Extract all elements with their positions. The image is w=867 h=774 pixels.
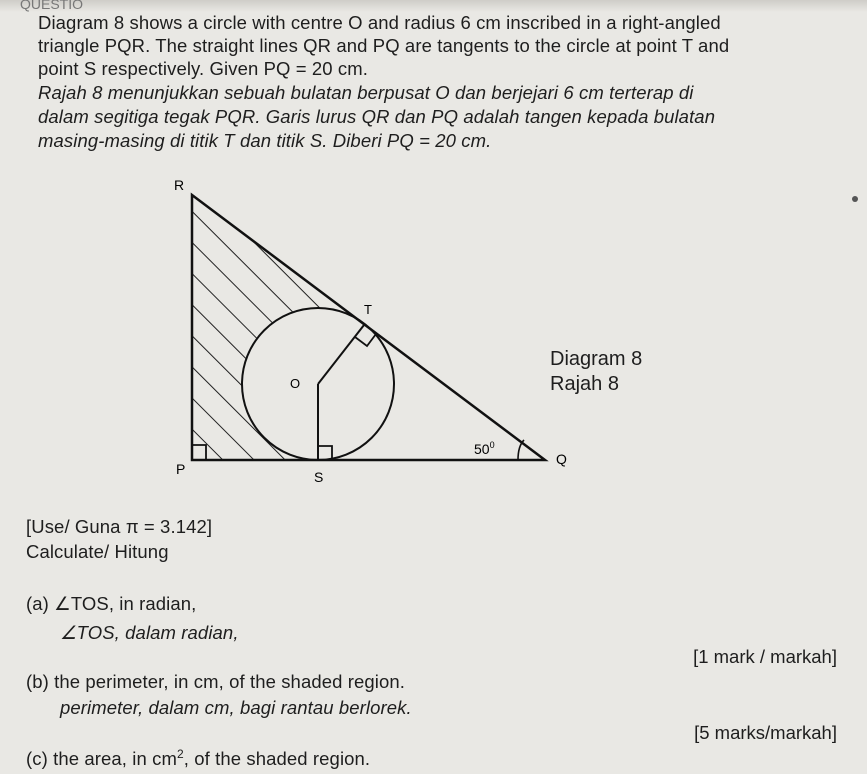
label-t: T [364,302,372,317]
part-b-en: (b) the perimeter, in cm, of the shaded region. [26,671,406,692]
use-pi-note: [Use/ Guna π = 3.142] [26,516,213,537]
label-o: O [290,376,301,391]
part-a-en: (a) ∠TOS, in radian, [26,593,197,614]
intro-en-line-1: Diagram 8 shows a circle with centre O and radius 6 cm inscribed in a right-angled [38,12,721,33]
label-s: S [314,469,324,485]
calculate-heading: Calculate/ Hitung [26,541,169,562]
label-q: Q [556,451,567,467]
stray-dot [852,196,858,202]
triangle-circle-diagram [150,170,570,500]
intro-en-line-2: triangle PQR. The straight lines QR and PQ are tangents to the circle at point T and [38,35,730,56]
intro-ms-line-1: Rajah 8 menunjukkan sebuah bulatan berpusat O dan berjejari 6 cm terterap di [38,82,694,103]
part-a-ms: ∠TOS, dalam radian, [60,622,239,643]
part-b-ms: perimeter, dalam cm, bagi rantau berlorek. [60,697,412,718]
shaded-region [150,170,570,500]
part-c-en: (c) the area, in $cm^2$, of the shaded region. [26,747,371,770]
torn-header-strip [0,0,867,12]
header-fragment: QUESTIO [20,0,84,12]
part-b-marks: [5 marks/markah] [694,722,837,743]
label-p: P [176,461,186,477]
intro-ms-line-2: dalam segitiga tegak PQR. Garis lurus QR dan PQ adalah tangen kepada bulatan [38,106,716,127]
angle-q-value: $50^0$ [474,440,495,457]
label-r: R [174,177,185,193]
part-a-marks: [1 mark / markah] [693,646,837,667]
intro-en-line-3: point S respectively. Given PQ = 20 cm. [38,58,369,79]
diagram-caption-ms: Rajah 8 [550,373,619,395]
diagram-caption-en: Diagram 8 [550,348,643,370]
intro-ms-line-3: masing-masing di titik T dan titik S. Diberi PQ = 20 cm. [38,130,492,151]
